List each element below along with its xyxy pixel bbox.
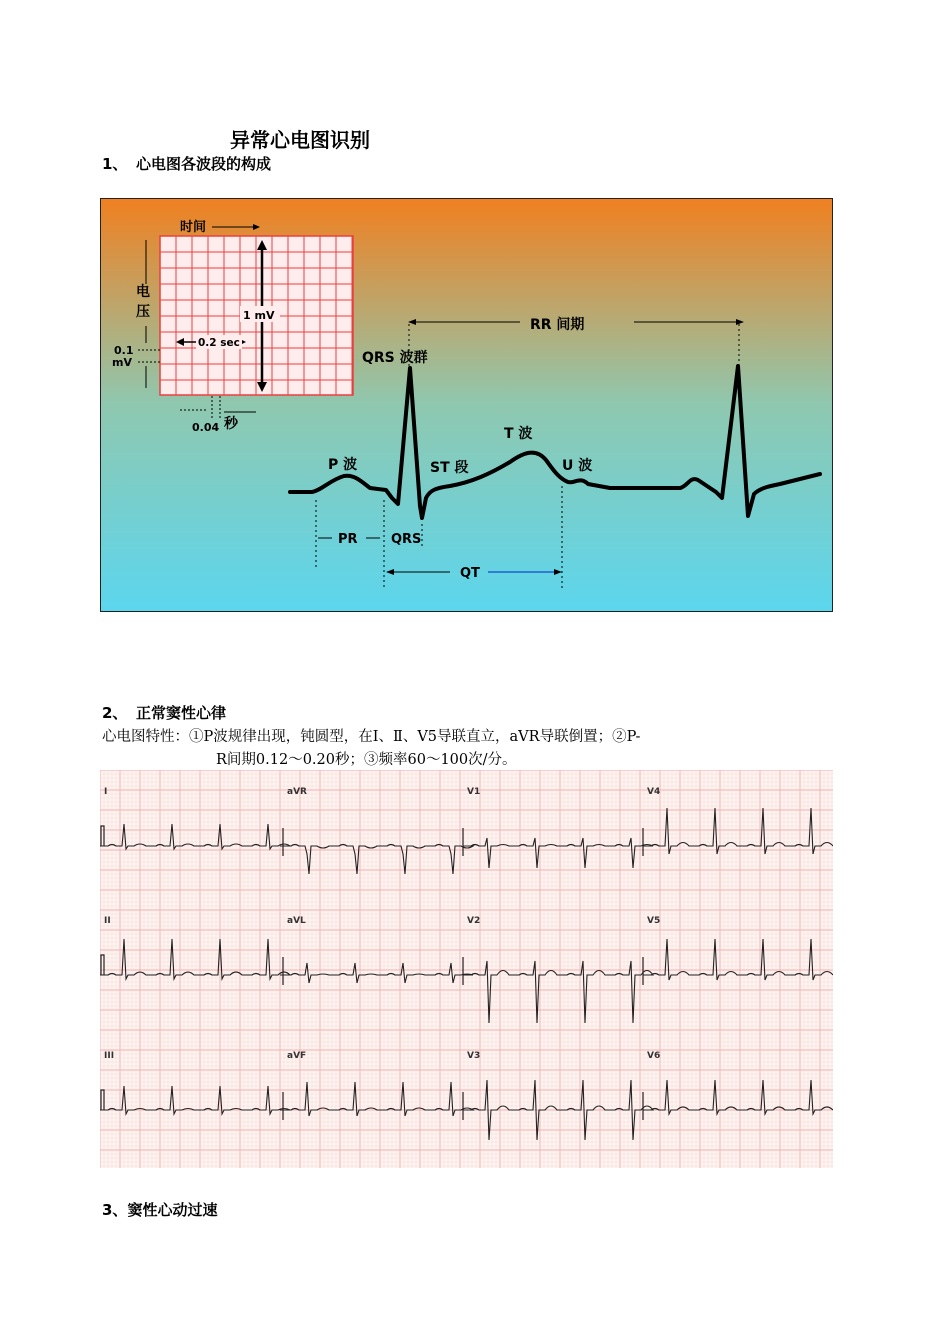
- section-heading-1: [102, 153, 271, 174]
- lead-label-aVR: aVR: [287, 787, 307, 797]
- st-segment-label: ST 段: [430, 460, 469, 476]
- qrs-group-label: QRS 波群: [362, 350, 428, 366]
- lead-label-V1: V1: [467, 787, 481, 797]
- sec-004-label: 0.04: [192, 421, 220, 434]
- pr-label: PR: [338, 532, 358, 547]
- voltage-label-2: 压: [136, 304, 150, 320]
- section-number: 2、: [102, 704, 128, 722]
- p-wave-label: P 波: [328, 457, 358, 473]
- section-heading-3: [102, 1199, 217, 1220]
- lead-label-I: I: [104, 787, 108, 797]
- voltage-label-1: 电: [136, 284, 150, 300]
- t-wave-label: T 波: [504, 426, 533, 442]
- lead-label-V4: V4: [647, 787, 661, 797]
- mv-label-a: 0.1: [114, 344, 134, 357]
- sec-02-label: 0.2 sec: [198, 337, 240, 349]
- rr-interval-label: RR 间期: [530, 317, 585, 333]
- paragraph-line-1: 心电图特性：①P波规律出现，钝圆型，在Ⅰ、Ⅱ、Ⅴ5导联直立，aVR导联倒置；②P-: [102, 729, 641, 745]
- u-wave-label: U 波: [562, 458, 593, 474]
- document-title: 异常心电图识别: [230, 128, 370, 152]
- lead-label-V6: V6: [647, 1051, 661, 1061]
- lead-label-II: II: [104, 916, 111, 926]
- paragraph-line-2: R间期0.12～0.20秒；③频率60～100次/分。: [216, 752, 517, 768]
- section-heading-2: [102, 702, 226, 723]
- time-label: 时间: [180, 220, 207, 235]
- lead-label-aVF: aVF: [287, 1051, 307, 1061]
- section-number: 3、: [102, 1201, 128, 1219]
- section-title: 正常窦性心律: [136, 704, 227, 722]
- lead-label-V2: V2: [467, 916, 481, 926]
- lead-label-V3: V3: [467, 1051, 481, 1061]
- second-label: 秒: [224, 416, 238, 432]
- section-title: 窦性心动过速: [127, 1201, 218, 1219]
- qt-label: QT: [460, 566, 480, 581]
- lead-label-aVL: aVL: [287, 916, 306, 926]
- ecg-waveform-diagram: [100, 198, 833, 612]
- one-mv-label: 1 mV: [243, 309, 275, 322]
- qrs-label: QRS: [391, 532, 422, 547]
- twelve-lead-ecg: [100, 770, 833, 1168]
- section-number: 1、: [102, 155, 128, 173]
- lead-label-V5: V5: [647, 916, 661, 926]
- section-title: 心电图各波段的构成: [136, 155, 272, 173]
- mv-label-b: mV: [112, 356, 132, 369]
- lead-label-III: III: [104, 1051, 115, 1061]
